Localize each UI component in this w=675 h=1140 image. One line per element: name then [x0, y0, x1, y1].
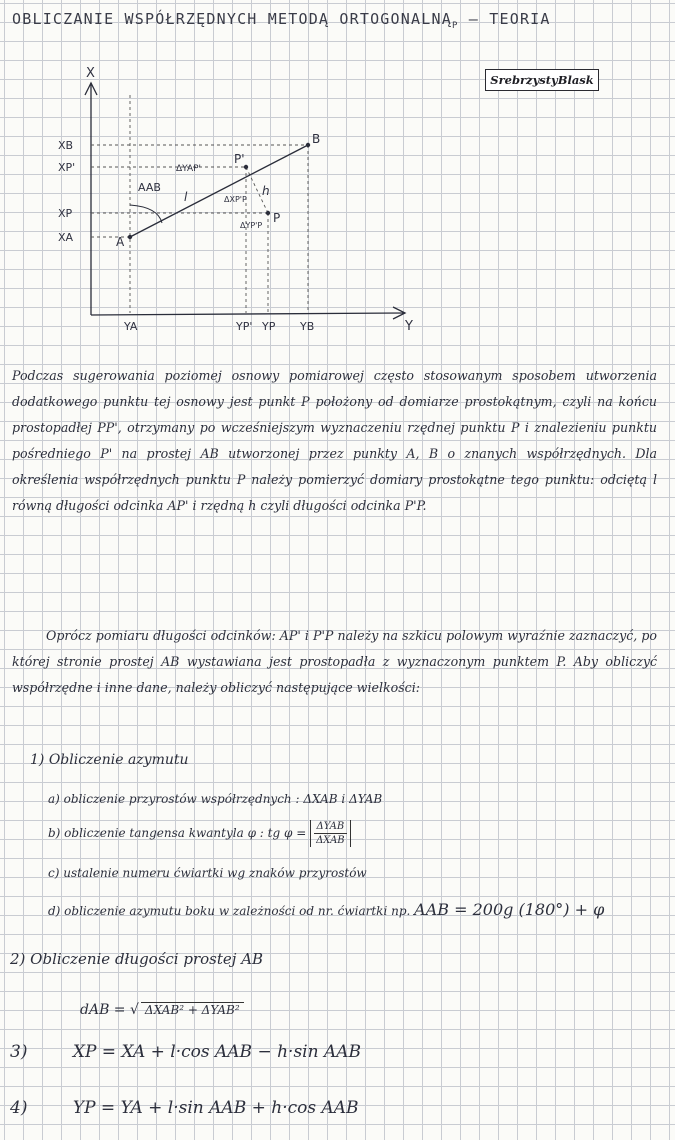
y-tick-label: YP [262, 320, 276, 333]
orthogonal-method-diagram [0, 55, 675, 345]
x-tick-label: XA [58, 231, 74, 244]
abs-value-fraction: $\frac{\text{ΔYAB}}{\text{ΔXAB}}$ [310, 820, 351, 847]
step-1d: d) obliczenie azymutu boku w zależności od nr. ćwiartki np. AAB = 200g (180°) + φ [48, 900, 605, 919]
step-2-formula: dAB = √ ΔXAB² + ΔYAB² [80, 1002, 244, 1018]
point-label-b: B [312, 132, 321, 146]
x-tick-label: XB [58, 139, 74, 152]
annotation-l: l [184, 190, 188, 204]
step-3: 3) XP = XA + l·cos AAB − h·sin AAB [10, 1042, 362, 1062]
x-tick-label: XP' [58, 161, 76, 174]
step-1c: c) ustalenie numeru ćwiartki wg znaków przyrostów [48, 866, 367, 880]
title-end: – TEORIA [468, 10, 551, 28]
annotation-dxpp: ΔXP'P [224, 195, 247, 204]
y-tick-label: YA [124, 320, 138, 333]
x-tick-label: XP [58, 207, 73, 220]
step-4: 4) YP = YA + l·sin AAB + h·cos AAB [10, 1098, 359, 1118]
y-tick-label: YP' [236, 320, 253, 333]
step-2-heading: 2) Obliczenie długości prostej AB [10, 950, 264, 968]
point-label-a: A [116, 235, 125, 249]
title-main: OBLICZANIE WSPÓŁRZĘDNYCH METODĄ ORTOGONALNĄ [12, 10, 452, 28]
axis-label-x: X [86, 66, 95, 81]
annotation-dypp: ΔYP'P [240, 221, 263, 230]
paragraph-intro: Podczas sugerowania poziomej osnowy pomiarowej często stosowanym sposobem utworzenia dodatkowego punktu tej osnowy jest punkt P położony od domiarze prostokątnym, czyli na końcu prostopadłej PP', otrzymany po wcześniejszym wyznaczeniu rzędnej punktu P i znalezieniu punktu pośredniego P' na prostej AB utworzonej przez punkty A, B o znanych współrzędnych. Dla określenia współrzędnych punktu P należy pomierzyć domiary prostokątne tego punktu: odciętą l równą długości odcinka AP' i rzędną h czyli długości odcinka P'P. [12, 368, 657, 513]
step-1b: b) obliczenie tangensa kwantyla φ : tg φ = $\frac{\text{ΔYAB}}{\text{ΔXAB}}$ [48, 820, 351, 847]
point-label-p: P [273, 211, 281, 225]
annotation-dyap: ΔYAP' [176, 164, 202, 174]
azimuth-arc [130, 205, 162, 223]
y-tick-label: YB [300, 320, 315, 333]
y-axis-line [91, 313, 405, 315]
title-subscript: P [451, 21, 459, 31]
annotation-h: h [262, 184, 270, 198]
signature-stamp: SrebrzystyBlask [485, 69, 599, 91]
point-label-p-prime: P' [234, 152, 245, 166]
axis-label-y: Y [405, 319, 413, 334]
page-title [12, 10, 612, 31]
step-1a: a) obliczenie przyrostów współrzędnych : ΔXAB i ΔYAB [48, 792, 383, 806]
annotation-azimuth: AAB [138, 181, 161, 194]
paragraph-measurement: Oprócz pomiaru długości odcinków: AP' i P'P należy na szkicu polowym wyraźnie zaznaczyć, po której stronie prostej AB wystawiana jest prostopadła z wyznaczonym punktem P. Aby obliczyć współrzędne i inne dane, należy obliczyć następujące wielkości: [12, 628, 657, 695]
step-1-heading: 1) Obliczenie azymutu [30, 752, 189, 768]
